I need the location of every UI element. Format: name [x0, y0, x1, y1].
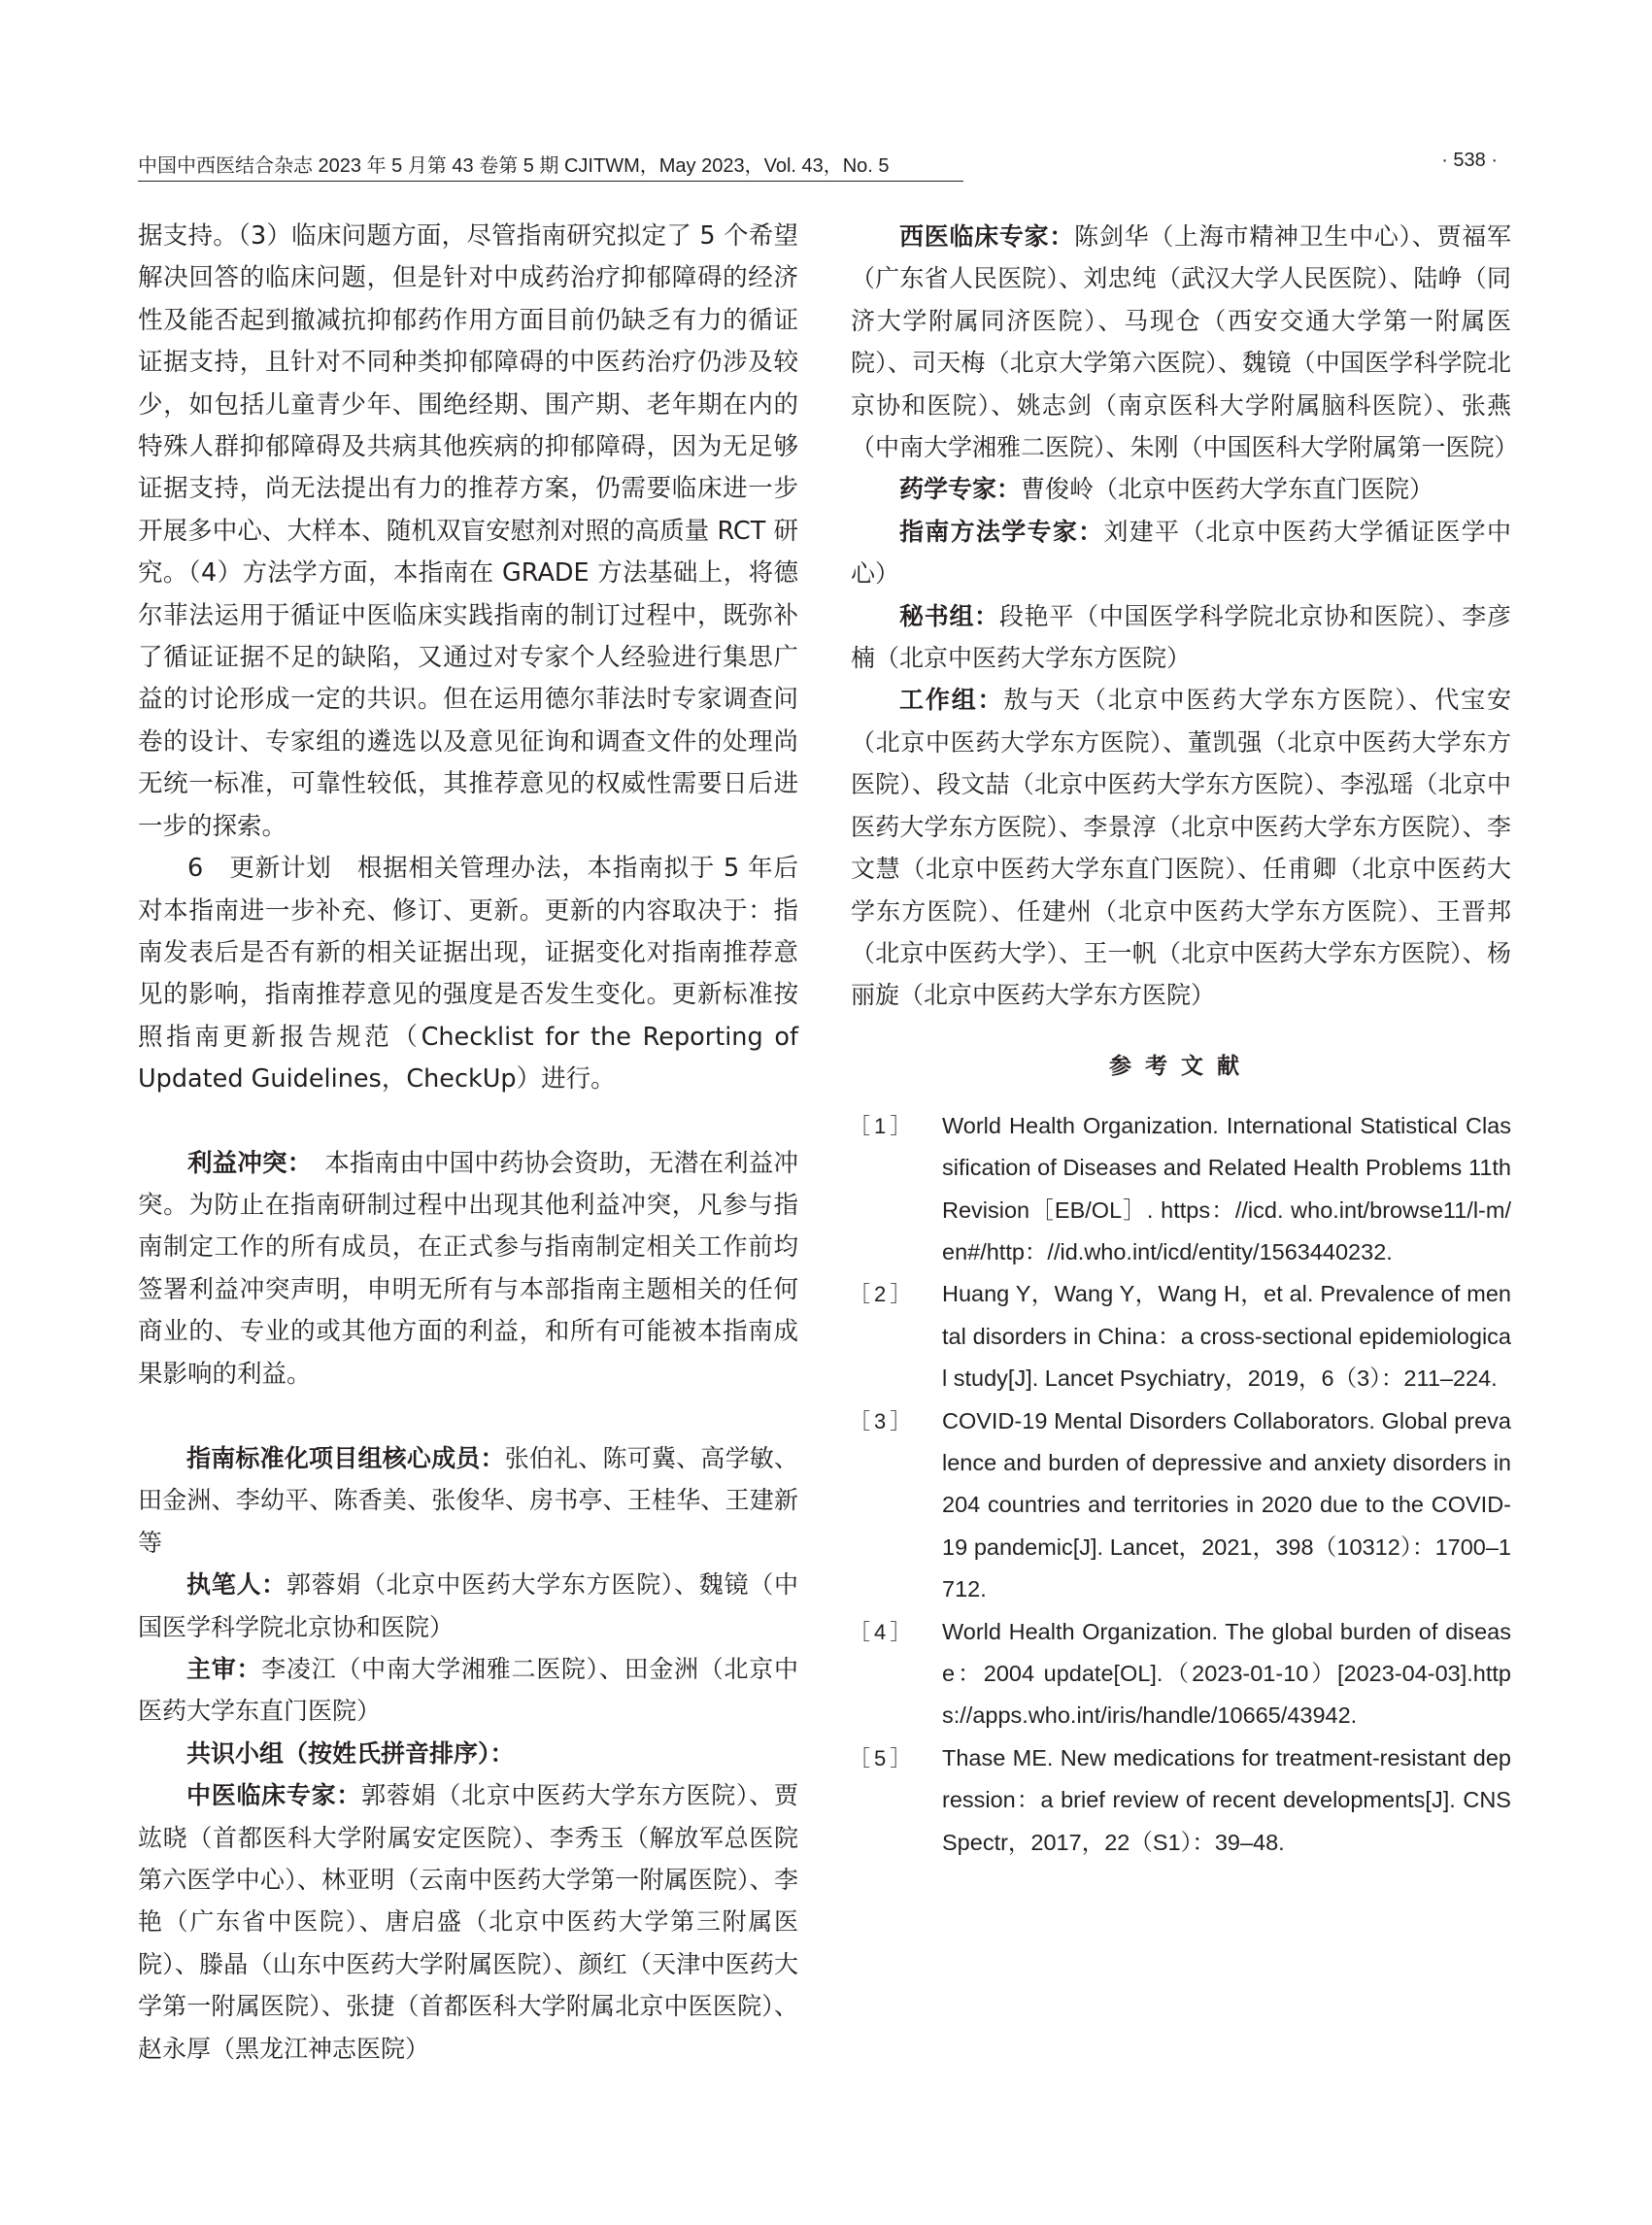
coi-label: 利益冲突：	[187, 1148, 300, 1178]
core-members-text: 张伯礼、陈可冀、高学敏、田金洲、李幼平、陈香美、张俊华、房书亭、王桂华、王建新等	[138, 1443, 798, 1557]
reference-number: ［4］	[849, 1619, 916, 1644]
reference-item	[851, 1273, 1511, 1399]
methodology-experts	[851, 511, 1511, 595]
chief-reviewers-text: 李凌江（中南大学湘雅二医院）、田金洲（北京中医药大学东直门医院）	[138, 1655, 798, 1726]
reference-text: Thase ME. New medications for treatment-resistant depression：a brief review of recent developments[J]. CNS Spectr，2017，22（S1）：39–48.	[942, 1744, 1511, 1855]
core-members	[138, 1437, 798, 1564]
writers	[138, 1564, 798, 1648]
limitations-paragraph: 据支持。（3）临床问题方面，尽管指南研究拟定了 5 个希望解决回答的临床问题，但是针对中成药治疗抑郁障碍的经济性及能否起到撤减抗抑郁药作用方面目前仍缺乏有力的循证证据支持，且针对不同种类抑郁障碍的中医药治疗仍涉及较少，如包括儿童青少年、围绝经期、围产期、老年期在内的特殊人群抑郁障碍及共病其他疾病的抑郁障碍，因为无足够证据支持，尚无法提出有力的推荐方案，仍需要临床进一步开展多中心、大样本、随机双盲安慰剂对照的高质量 RCT 研究。（4）方法学方面，本指南在 GRADE 方法基础上，将德尔菲法运用于循证中医临床实践指南的制订过程中，既弥补了循证证据不足的缺陷，又通过对专家个人经验进行集思广益的讨论形成一定的共识。但在运用德尔菲法时专家调查问卷的设计、专家组的遴选以及意见征询和调查文件的处理尚无统一标准，可靠性较低，其推荐意见的权威性需要日后进一步的探索。	[138, 221, 798, 841]
reference-text: World Health Organization. International Statistical Classification of Diseases and Related Health Problems 11th Revision［EB/OL］. https：//icd. who.int/browse11/l-m/en#/http：//id.who.int/icd/entity/1563440232.	[942, 1112, 1511, 1264]
wm-experts-text: 陈剑华（上海市精神卫生中心）、贾福军（广东省人民医院）、刘忠纯（武汉大学人民医院）、陆峥（同济大学附属同济医院）、马现仓（西安交通大学第一附属医院）、司天梅（北京大学第六医院）、魏镜（中国医学科学院北京协和医院）、姚志剑（南京医科大学附属脑科医院）、张燕（中南大学湘雅二医院）、朱刚（中国医科大学附属第一医院）	[851, 222, 1519, 462]
consensus-group-label: 共识小组（按姓氏拼音排序）：	[186, 1738, 515, 1768]
reference-number: ［5］	[849, 1745, 916, 1770]
update-plan-paragraph	[138, 848, 798, 1100]
reference-item	[851, 1400, 1511, 1611]
reference-item	[851, 1611, 1511, 1737]
update-plan-text: 根据相关管理办法，本指南拟于 5 年后对本指南进一步补充、修订、更新。更新的内容取决于：指南发表后是否有新的相关证据出现，证据变化对指南推荐意见的影响，指南推荐意见的强度是否发生变化。更新标准按照指南更新报告规范（Checklist for the Reporting of Updated Guidelines，CheckUp）进行。	[138, 854, 798, 1095]
pharmacy-experts	[851, 468, 1511, 510]
update-plan-title: 6 更新计划	[187, 854, 332, 884]
working-group-label: 工作组：	[899, 686, 1004, 715]
conflict-of-interest	[138, 1143, 798, 1396]
consensus-group	[138, 1733, 798, 1774]
page-header	[138, 146, 1498, 185]
reference-item	[851, 1105, 1511, 1274]
page-number: · 538 ·	[1441, 150, 1498, 171]
methodology-experts-text: 刘建平（北京中医药大学循证医学中心）	[851, 517, 1511, 589]
tcm-experts	[138, 1774, 798, 2070]
secretariat-text: 段艳平（中国医学科学院北京协和医院）、李彦楠（北京中医药大学东方医院）	[851, 601, 1511, 673]
pharmacy-experts-label: 药学专家：	[899, 475, 1022, 504]
pharmacy-experts-text: 曹俊岭（北京中医药大学东直门医院）	[1021, 475, 1434, 504]
working-group	[851, 679, 1511, 1016]
references-heading: 参考文献	[1109, 1053, 1253, 1079]
journal-citation: 中国中西医结合杂志 2023 年 5 月第 43 卷第 5 期 CJITWM，May 2023，Vol. 43，No. 5	[138, 155, 890, 177]
chief-reviewers-label: 主审：	[186, 1655, 262, 1683]
writers-label: 执笔人：	[186, 1570, 287, 1600]
reference-text: COVID-19 Mental Disorders Collaborators. Global prevalence and burden of depressive and anxiety disorders in 204 countries and territories in 2020 due to the COVID-19 pandemic[J]. Lancet，2021，398（10312）：1700–1712.	[942, 1407, 1511, 1602]
writers-text: 郭蓉娟（北京中医药大学东方医院）、魏镜（中国医学科学院北京协和医院）	[138, 1570, 798, 1641]
reference-number: ［2］	[849, 1282, 916, 1307]
reference-number: ［1］	[849, 1113, 916, 1138]
tcm-experts-label: 中医临床专家：	[186, 1781, 362, 1810]
reference-text: World Health Organization. The global burden of disease：2004 update[OL].（2023-01-10）[2023-04-03].https://apps.who.int/iris/handle/10665/43942.	[942, 1618, 1511, 1729]
right-column	[849, 216, 1519, 1864]
tcm-experts-text: 郭蓉娟（北京中医药大学东方医院）、贾竑晓（首都医科大学附属安定医院）、李秀玉（解放军总医院第六医学中心）、林亚明（云南中医药大学第一附属医院）、李艳（广东省中医院）、唐启盛（北京中医药大学第三附属医院）、滕晶（山东中医药大学附属医院）、颜红（天津中医药大学第一附属医院）、张捷（首都医科大学附属北京中医医院）、赵永厚（黑龙江神志医院）	[138, 1781, 798, 2063]
secretariat	[851, 595, 1511, 680]
wm-experts-label: 西医临床专家：	[899, 222, 1075, 251]
wm-experts	[851, 216, 1519, 468]
header-rule	[138, 181, 963, 182]
reference-number: ［3］	[849, 1408, 916, 1433]
working-group-text: 敖与天（北京中医药大学东方医院）、代宝安（北京中医药大学东方医院）、董凯强（北京中医药大学东方医院）、段文喆（北京中医药大学东方医院）、李泓瑶（北京中医药大学东方医院）、李景淳（北京中医药大学东方医院）、李文慧（北京中医药大学东直门医院）、任甫卿（北京中医药大学东方医院）、任建州（北京中医药大学东方医院）、王晋邦（北京中医药大学）、王一帆（北京中医药大学东方医院）、杨丽旋（北京中医药大学东方医院）	[851, 686, 1511, 1010]
core-members-label: 指南标准化项目组核心成员：	[186, 1443, 505, 1472]
left-column	[138, 216, 798, 2070]
secretariat-label: 秘书组：	[899, 601, 999, 630]
reference-item	[851, 1737, 1511, 1864]
methodology-experts-label: 指南方法学专家：	[899, 517, 1104, 546]
reference-text: Huang Y，Wang Y，Wang H，et al. Prevalence of mental disorders in China：a cross-sectional epidemiological study[J]. Lancet Psychiatry，2019，6（3）：211–224.	[942, 1281, 1511, 1392]
coi-text: 本指南由中国中药协会资助，无潜在利益冲突。为防止在指南研制过程中出现其他利益冲突，凡参与指南制定工作的所有成员，在正式参与指南制定相关工作前均签署利益冲突声明，申明无所有与本部指南主题相关的任何商业的、专业的或其他方面的利益，和所有可能被本指南成果影响的利益。	[138, 1148, 798, 1389]
chief-reviewers	[138, 1648, 798, 1733]
